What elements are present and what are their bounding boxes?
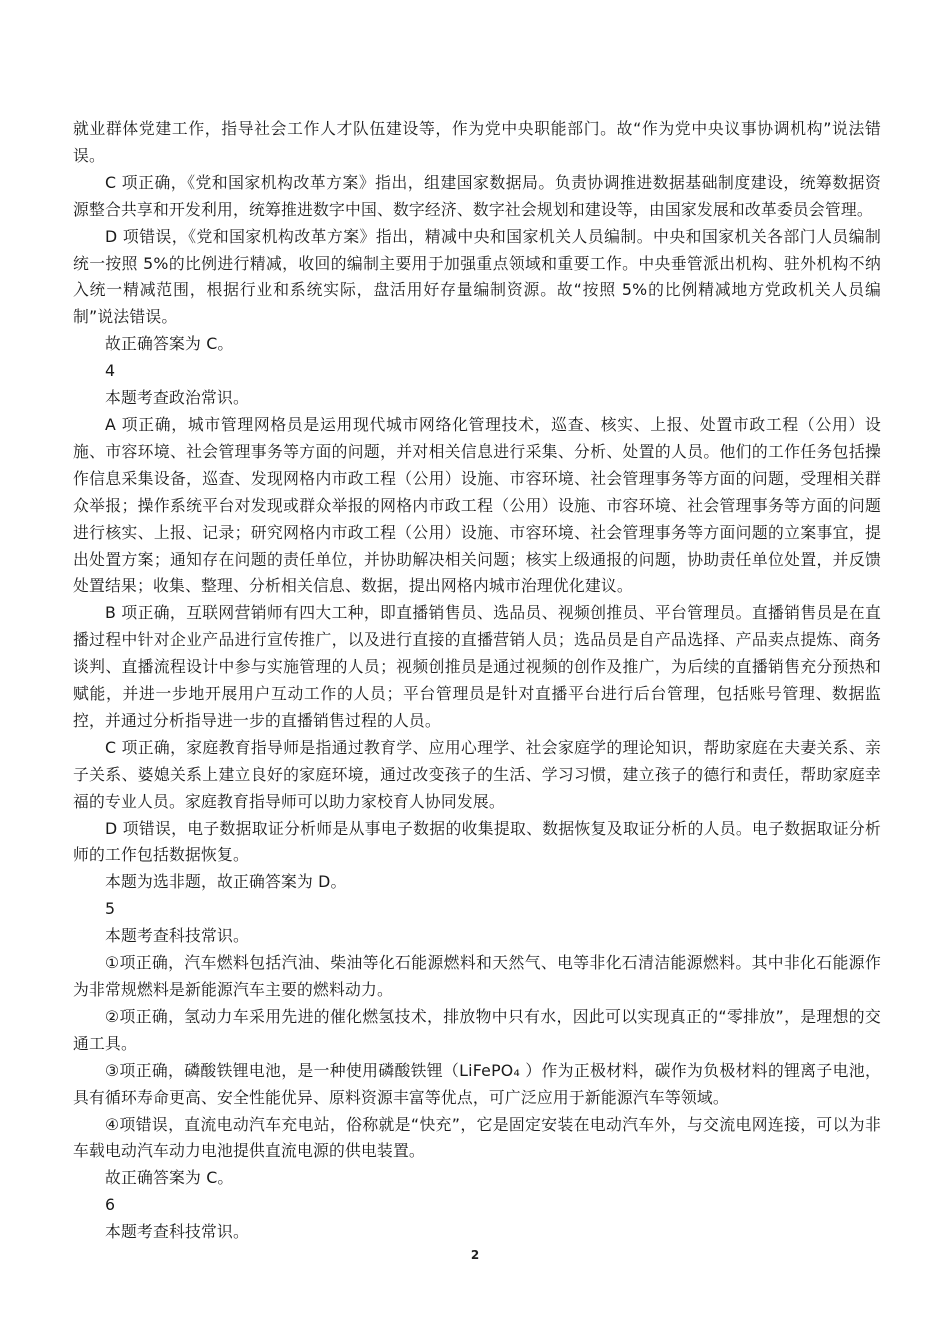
page-number: 2 bbox=[470, 1248, 480, 1262]
paragraph: A 项正确，城市管理网格员是运用现代城市网络化管理技术，巡查、核实、上报、处置市政工程（公用）设施、市容环境、社会管理事务等方面的问题，并对相关信息进行采集、分析、处置的人员。他们的工作任务包括操作信息采集设备，巡查、发现网格内市政工程（公用）设施、市容环境、社会管理事务等方面的问题，受理相关群众举报；操作系统平台对发现或群众举报的网格内市政工程（公用）设施、市容环境、社会管理事务等方面的问题进行核实、上报、记录；研究网格内市政工程（公用）设施、市容环境、社会管理事务等方面问题的立案事宜，提出处置方案；通知存在问题的责任单位，并协助解决相关问题；核实上级通报的问题，协助责任单位处置，并反馈处置结果；收集、整理、分析相关信息、数据，提出网格内城市治理优化建议。 bbox=[73, 414, 881, 596]
page-content bbox=[73, 116, 881, 1246]
paragraph: C 项正确，《党和国家机构改革方案》指出，组建国家数据局。负责协调推进数据基础制度建设，统筹数据资源整合共享和开发利用，统筹推进数字中国、数字经济、数字社会规划和建设等，由国家发展和改革委员会管理。 bbox=[73, 172, 881, 219]
paragraph: ②项正确，氢动力车采用先进的催化燃氢技术，排放物中只有水，因此可以实现真正的“零排放”，是理想的交通工具。 bbox=[73, 1006, 881, 1053]
topic-line: 本题考查科技常识。 bbox=[105, 926, 249, 946]
paragraph: D 项错误，电子数据取证分析师是从事电子数据的收集提取、数据恢复及取证分析的人员。电子数据取证分析师的工作包括数据恢复。 bbox=[73, 818, 881, 865]
question-number: 4 bbox=[105, 361, 116, 381]
paragraph: 就业群体党建工作，指导社会工作人才队伍建设等，作为党中央职能部门。故“作为党中央议事协调机构”说法错误。 bbox=[73, 119, 881, 165]
question-number: 6 bbox=[105, 1195, 116, 1215]
topic-line: 本题考查政治常识。 bbox=[105, 388, 249, 408]
question-number: 5 bbox=[105, 899, 116, 919]
paragraph: ④项错误，直流电动汽车充电站，俗称就是“快充”，它是固定安装在电动汽车外，与交流电网连接，可以为非车载电动汽车动力电池提供直流电源的供电装置。 bbox=[73, 1114, 881, 1161]
paragraph: ①项正确，汽车燃料包括汽油、柴油等化石能源燃料和天然气、电等非化石清洁能源燃料。其中非化石能源作为非常规燃料是新能源汽车主要的燃料动力。 bbox=[73, 953, 881, 999]
topic-line: 本题考查科技常识。 bbox=[105, 1222, 249, 1242]
paragraph: C 项正确，家庭教育指导师是指通过教育学、应用心理学、社会家庭学的理论知识，帮助家庭在夫妻关系、亲子关系、婆媳关系上建立良好的家庭环境，通过改变孩子的生活、学习习惯，建立孩子的德行和责任，帮助家庭幸福的专业人员。家庭教育指导师可以助力家校育人协同发展。 bbox=[73, 737, 881, 811]
answer-line: 故正确答案为 C。 bbox=[105, 1168, 234, 1188]
paragraph: D 项错误，《党和国家机构改革方案》指出，精减中央和国家机关人员编制。中央和国家机关各部门人员编制统一按照 5%的比例进行精减，收回的编制主要用于加强重点领域和重要工作。中央垂管派出机构、驻外机构不纳入统一精减范围，根据行业和系统实际，盘活用好存量编制资源。故“按照 5%的比例精减地方党政机关人员编制”说法错误。 bbox=[73, 226, 881, 327]
answer-line: 本题为选非题，故正确答案为 D。 bbox=[105, 872, 347, 892]
paragraph: B 项正确，互联网营销师有四大工种，即直播销售员、选品员、视频创推员、平台管理员。直播销售员是在直播过程中针对企业产品进行宣传推广，以及进行直接的直播营销人员；选品员是自产品选择、产品卖点提炼、商务谈判、直播流程设计中参与实施管理的人员；视频创推员是通过视频的创作及推广，为后续的直播销售充分预热和赋能，并进一步地开展用户互动工作的人员；平台管理员是针对直播平台进行后台管理，包括账号管理、数据监控，并通过分析指导进一步的直播销售过程的人员。 bbox=[73, 603, 881, 730]
paragraph: ③项正确，磷酸铁锂电池，是一种使用磷酸铁锂（LiFePO₄ ）作为正极材料，碳作为负极材料的锂离子电池，具有循环寿命更高、安全性能优异、原料资源丰富等优点，可广泛应用于新能源汽车等领域。 bbox=[73, 1060, 881, 1107]
answer-line: 故正确答案为 C。 bbox=[105, 334, 234, 354]
